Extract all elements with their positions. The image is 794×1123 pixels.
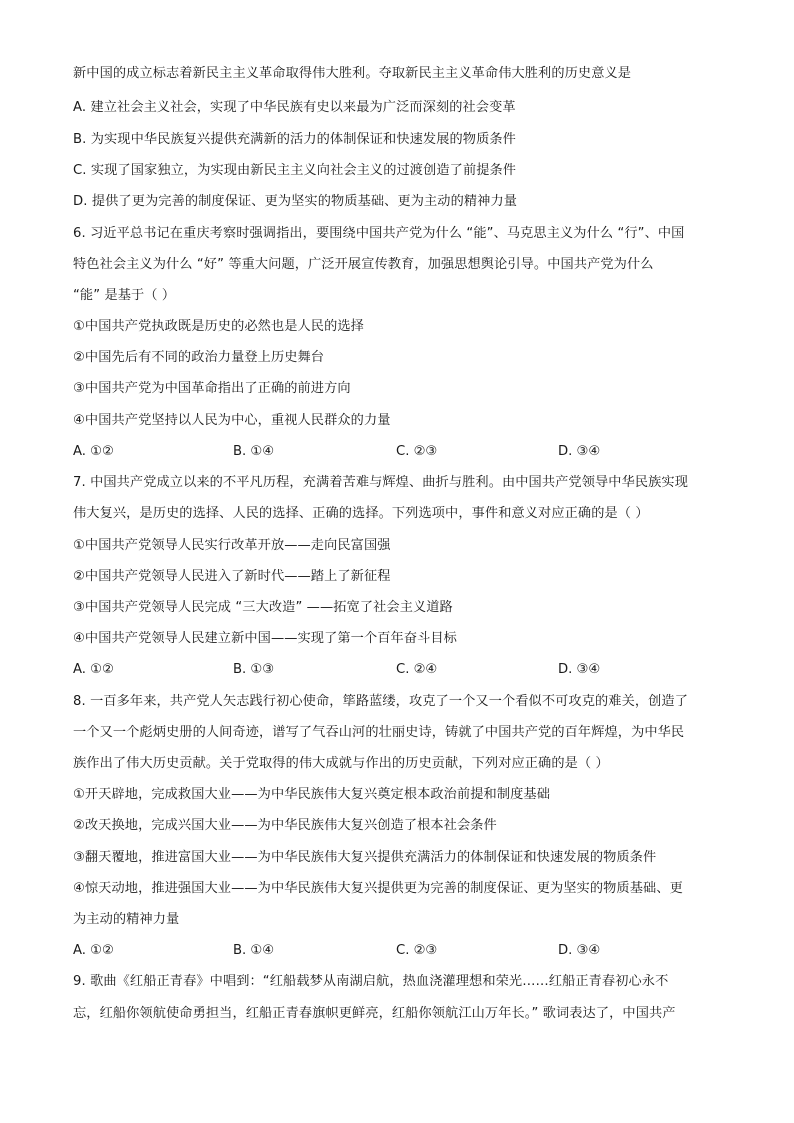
- q8-item-2: ②改天换地，完成兴国大业——为中华民族伟大复兴创造了根本社会条件: [73, 818, 497, 833]
- q6-stem-line-1: 6. 习近平总书记在重庆考察时强调指出，要围绕中国共产党为什么 “能”、马克思主义为什么 “行”、中国: [73, 226, 685, 241]
- q7-choice-b: B. ①③: [233, 662, 275, 677]
- q6-choice-c: C. ②③: [396, 444, 438, 459]
- q6-choice-d: D. ③④: [558, 444, 601, 459]
- q8-choice-c: C. ②③: [396, 943, 438, 958]
- q5-option-d: D. 提供了更为完善的制度保证、更为坚实的物质基础、更为主动的精神力量: [73, 194, 518, 209]
- q6-item-4: ④中国共产党坚持以人民为中心，重视人民群众的力量: [73, 413, 391, 428]
- q8-item-3: ③翻天覆地，推进富国大业——为中华民族伟大复兴提供充满活力的体制保证和快速发展的物质条件: [73, 850, 657, 865]
- q7-item-4: ④中国共产党领导人民建立新中国——实现了第一个百年奋斗目标: [73, 631, 457, 646]
- q7-choice-d: D. ③④: [558, 662, 601, 677]
- q5-option-a: A. 建立社会主义社会，实现了中华民族有史以来最为广泛而深刻的社会变革: [73, 100, 516, 115]
- q6-choice-b: B. ①④: [233, 444, 275, 459]
- q8-stem-line-2: 一个又一个彪炳史册的人间奇迹，谱写了气吞山河的壮丽史诗，铸就了中国共产党的百年辉煌，为中华民: [73, 725, 685, 740]
- q8-stem-line-3: 族作出了伟大历史贡献。关于党取得的伟大成就与作出的历史贡献，下列对应正确的是（ ）: [73, 756, 609, 771]
- q7-choice-c: C. ②④: [396, 662, 438, 677]
- q8-choice-a: A. ①②: [73, 943, 114, 958]
- q7-item-2: ②中国共产党领导人民进入了新时代——踏上了新征程: [73, 569, 391, 584]
- q6-stem-line-3: “能” 是基于（ ）: [73, 288, 176, 303]
- q7-stem-line-2: 伟大复兴，是历史的选择、人民的选择、正确的选择。下列选项中，事件和意义对应正确的是（ ）: [73, 506, 649, 521]
- q7-item-1: ①中国共产党领导人民实行改革开放——走向民富国强: [73, 538, 391, 553]
- q8-item-1: ①开天辟地，完成救国大业——为中华民族伟大复兴奠定根本政治前提和制度基础: [73, 787, 550, 802]
- q8-choice-b: B. ①④: [233, 943, 275, 958]
- q9-stem-line-1: 9. 歌曲《红船正青春》中唱到：“红船载梦从南湖启航，热血浇灌理想和荣光……红船正青春初心永不: [73, 974, 669, 989]
- q6-item-1: ①中国共产党执政既是历史的必然也是人民的选择: [73, 319, 364, 334]
- q9-stem-line-2: 忘，红船你领航使命勇担当，红船正青春旗帜更鲜亮，红船你领航江山万年长。” 歌词表达了，中国共产: [73, 1006, 676, 1021]
- q6-stem-line-2: 特色社会主义为什么 “好” 等重大问题，广泛开展宣传教育，加强思想舆论引导。中国共产党为什么: [73, 257, 654, 272]
- q6-item-2: ②中国先后有不同的政治力量登上历史舞台: [73, 350, 325, 365]
- q6-choice-a: A. ①②: [73, 444, 114, 459]
- q8-item-4: ④惊天动地，推进强国大业——为中华民族伟大复兴提供更为完善的制度保证、更为坚实的物质基础、更: [73, 881, 683, 896]
- q5-stem: 新中国的成立标志着新民主主义革命取得伟大胜利。夺取新民主主义革命伟大胜利的历史意义是: [73, 66, 632, 81]
- q8-choice-d: D. ③④: [558, 943, 601, 958]
- q7-choice-a: A. ①②: [73, 662, 114, 677]
- q8-item-4-continued: 为主动的精神力量: [73, 912, 180, 927]
- q7-item-3: ③中国共产党领导人民完成 “三大改造” ——拓宽了社会主义道路: [73, 600, 453, 615]
- q5-option-c: C. 实现了国家独立，为实现由新民主主义向社会主义的过渡创造了前提条件: [73, 163, 517, 178]
- q8-stem-line-1: 8. 一百多年来，共产党人矢志践行初心使命，筚路蓝缕，攻克了一个又一个看似不可攻克的难关，创造了: [73, 694, 689, 709]
- q5-option-b: B. 为实现中华民族复兴提供充满新的活力的体制保证和快速发展的物质条件: [73, 132, 516, 147]
- q7-stem-line-1: 7. 中国共产党成立以来的不平凡历程，充满着苦难与辉煌、曲折与胜利。由中国共产党领导中华民族实现: [73, 475, 689, 490]
- q6-item-3: ③中国共产党为中国革命指出了正确的前进方向: [73, 381, 351, 396]
